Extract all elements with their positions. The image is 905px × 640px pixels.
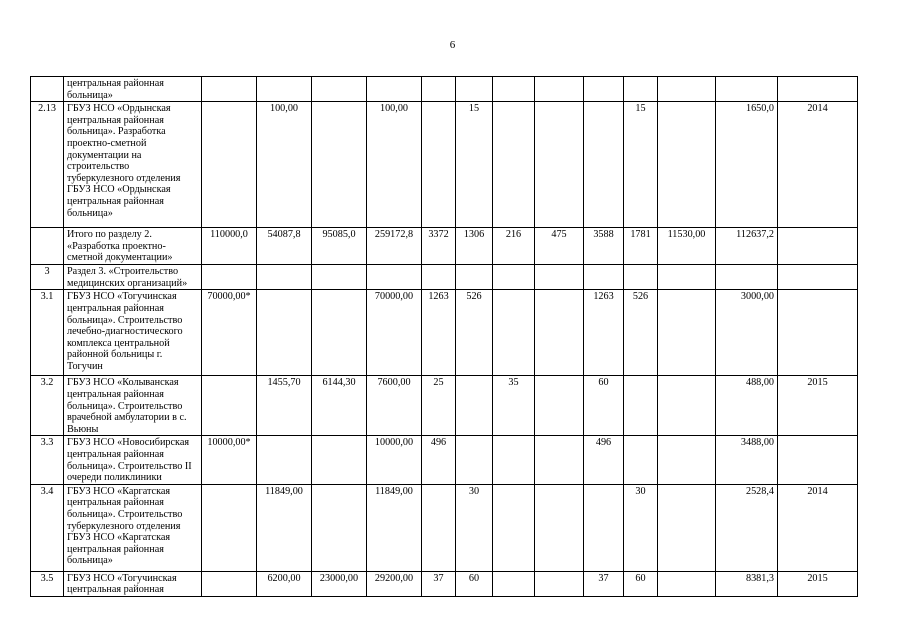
- value-cell: [778, 228, 858, 265]
- value-cell: 1455,70: [257, 376, 312, 436]
- value-cell: [658, 376, 716, 436]
- value-cell: [658, 265, 716, 290]
- value-cell: [535, 77, 584, 102]
- value-cell: 30: [624, 484, 658, 571]
- table-row: [31, 484, 858, 571]
- value-cell: [535, 484, 584, 571]
- row-number-cell: 3.4: [31, 484, 64, 571]
- value-cell: [716, 265, 778, 290]
- value-cell: 100,00: [367, 102, 422, 228]
- value-cell: 2015: [778, 571, 858, 596]
- value-cell: [202, 484, 257, 571]
- value-cell: 60: [624, 571, 658, 596]
- value-cell: 2528,4: [716, 484, 778, 571]
- value-cell: 11849,00: [257, 484, 312, 571]
- value-cell: [535, 102, 584, 228]
- value-cell: [658, 102, 716, 228]
- value-cell: 25: [422, 376, 456, 436]
- value-cell: [624, 77, 658, 102]
- value-cell: 6144,30: [312, 376, 367, 436]
- page-number: 6: [449, 39, 456, 51]
- value-cell: 10000,00: [367, 436, 422, 484]
- value-cell: [778, 77, 858, 102]
- value-cell: [658, 571, 716, 596]
- value-cell: 11849,00: [367, 484, 422, 571]
- row-number-cell: 3.2: [31, 376, 64, 436]
- table-row: [31, 376, 858, 436]
- value-cell: [422, 484, 456, 571]
- item-name-cell: ГБУЗ НСО «Тогучинская центральная районная больница». Строительство лечебно-диагностического комплекса центральной районной больницы г. Тогучин: [64, 290, 202, 376]
- value-cell: [778, 290, 858, 376]
- value-cell: 95085,0: [312, 228, 367, 265]
- item-name-cell: ГБУЗ НСО «Колыванская центральная районная больница». Строительство врачебной амбулатории в с. Вьюны: [64, 376, 202, 436]
- value-cell: 70000,00: [367, 290, 422, 376]
- value-cell: 3000,00: [716, 290, 778, 376]
- value-cell: 1650,0: [716, 102, 778, 228]
- data-table: [30, 76, 858, 597]
- value-cell: 2014: [778, 484, 858, 571]
- value-cell: [624, 436, 658, 484]
- row-number-cell: 2.13: [31, 102, 64, 228]
- row-number-cell: 3.3: [31, 436, 64, 484]
- value-cell: 259172,8: [367, 228, 422, 265]
- value-cell: 1781: [624, 228, 658, 265]
- value-cell: 7600,00: [367, 376, 422, 436]
- value-cell: 496: [584, 436, 624, 484]
- value-cell: [422, 77, 456, 102]
- value-cell: 112637,2: [716, 228, 778, 265]
- value-cell: 23000,00: [312, 571, 367, 596]
- table-row: [31, 290, 858, 376]
- value-cell: [493, 102, 535, 228]
- item-name-cell: ГБУЗ НСО «Каргатская центральная районная больница». Строительство туберкулезного отделения ГБУЗ НСО «Каргатская центральная районная больница»: [64, 484, 202, 571]
- value-cell: [535, 436, 584, 484]
- value-cell: [367, 77, 422, 102]
- value-cell: 35: [493, 376, 535, 436]
- item-name-cell: ГБУЗ НСО «Тогучинская центральная районная: [64, 571, 202, 596]
- table-row: [31, 436, 858, 484]
- row-number-cell: 3: [31, 265, 64, 290]
- value-cell: 6200,00: [257, 571, 312, 596]
- item-name-cell: центральная районная больница»: [64, 77, 202, 102]
- item-name-cell: Итого по разделу 2. «Разработка проектно-сметной документации»: [64, 228, 202, 265]
- value-cell: [493, 484, 535, 571]
- value-cell: 496: [422, 436, 456, 484]
- value-cell: [535, 376, 584, 436]
- table-row: [31, 265, 858, 290]
- value-cell: [493, 571, 535, 596]
- item-name-cell: ГБУЗ НСО «Ордынская центральная районная больница». Разработка проектно-сметной документации на строительство туберкулезного отделения ГБУЗ НСО «Ордынская центральная районная больница»: [64, 102, 202, 228]
- value-cell: [202, 77, 257, 102]
- value-cell: 60: [456, 571, 493, 596]
- value-cell: 37: [584, 571, 624, 596]
- value-cell: [456, 376, 493, 436]
- value-cell: [456, 436, 493, 484]
- value-cell: [456, 265, 493, 290]
- item-name-cell: Раздел 3. «Строительство медицинских организаций»: [64, 265, 202, 290]
- value-cell: 3588: [584, 228, 624, 265]
- value-cell: 100,00: [257, 102, 312, 228]
- value-cell: [257, 436, 312, 484]
- value-cell: [202, 376, 257, 436]
- table-row: [31, 102, 858, 228]
- table-row: [31, 571, 858, 596]
- value-cell: [312, 290, 367, 376]
- value-cell: [312, 102, 367, 228]
- value-cell: [367, 265, 422, 290]
- value-cell: [493, 290, 535, 376]
- value-cell: [584, 484, 624, 571]
- value-cell: [257, 77, 312, 102]
- value-cell: 29200,00: [367, 571, 422, 596]
- value-cell: [535, 265, 584, 290]
- value-cell: [716, 77, 778, 102]
- value-cell: [535, 571, 584, 596]
- table-row: [31, 77, 858, 102]
- value-cell: 526: [456, 290, 493, 376]
- value-cell: [257, 265, 312, 290]
- value-cell: [422, 102, 456, 228]
- value-cell: [778, 265, 858, 290]
- value-cell: 1306: [456, 228, 493, 265]
- value-cell: 60: [584, 376, 624, 436]
- value-cell: [584, 77, 624, 102]
- value-cell: 488,00: [716, 376, 778, 436]
- value-cell: [658, 77, 716, 102]
- value-cell: 3372: [422, 228, 456, 265]
- value-cell: 1263: [584, 290, 624, 376]
- value-cell: [493, 77, 535, 102]
- row-number-cell: [31, 228, 64, 265]
- value-cell: [202, 265, 257, 290]
- value-cell: 2014: [778, 102, 858, 228]
- value-cell: 15: [456, 102, 493, 228]
- value-cell: 10000,00*: [202, 436, 257, 484]
- value-cell: [624, 265, 658, 290]
- value-cell: [312, 484, 367, 571]
- value-cell: [658, 484, 716, 571]
- value-cell: [493, 436, 535, 484]
- value-cell: 3488,00: [716, 436, 778, 484]
- value-cell: 216: [493, 228, 535, 265]
- value-cell: [624, 376, 658, 436]
- value-cell: 8381,3: [716, 571, 778, 596]
- value-cell: [584, 102, 624, 228]
- value-cell: 110000,0: [202, 228, 257, 265]
- value-cell: [312, 265, 367, 290]
- value-cell: [658, 436, 716, 484]
- row-number-cell: [31, 77, 64, 102]
- value-cell: 526: [624, 290, 658, 376]
- value-cell: [422, 265, 456, 290]
- value-cell: 30: [456, 484, 493, 571]
- row-number-cell: 3.5: [31, 571, 64, 596]
- value-cell: [312, 436, 367, 484]
- value-cell: [257, 290, 312, 376]
- value-cell: 475: [535, 228, 584, 265]
- value-cell: [312, 77, 367, 102]
- value-cell: 11530,00: [658, 228, 716, 265]
- value-cell: 2015: [778, 376, 858, 436]
- row-number-cell: 3.1: [31, 290, 64, 376]
- table-row: [31, 228, 858, 265]
- value-cell: [493, 265, 535, 290]
- value-cell: [456, 77, 493, 102]
- item-name-cell: ГБУЗ НСО «Новосибирская центральная районная больница». Строительство II очереди поликлиники: [64, 436, 202, 484]
- value-cell: [202, 102, 257, 228]
- value-cell: 15: [624, 102, 658, 228]
- value-cell: 1263: [422, 290, 456, 376]
- value-cell: [202, 571, 257, 596]
- value-cell: 37: [422, 571, 456, 596]
- value-cell: 70000,00*: [202, 290, 257, 376]
- value-cell: [658, 290, 716, 376]
- value-cell: 54087,8: [257, 228, 312, 265]
- value-cell: [778, 436, 858, 484]
- value-cell: [535, 290, 584, 376]
- value-cell: [584, 265, 624, 290]
